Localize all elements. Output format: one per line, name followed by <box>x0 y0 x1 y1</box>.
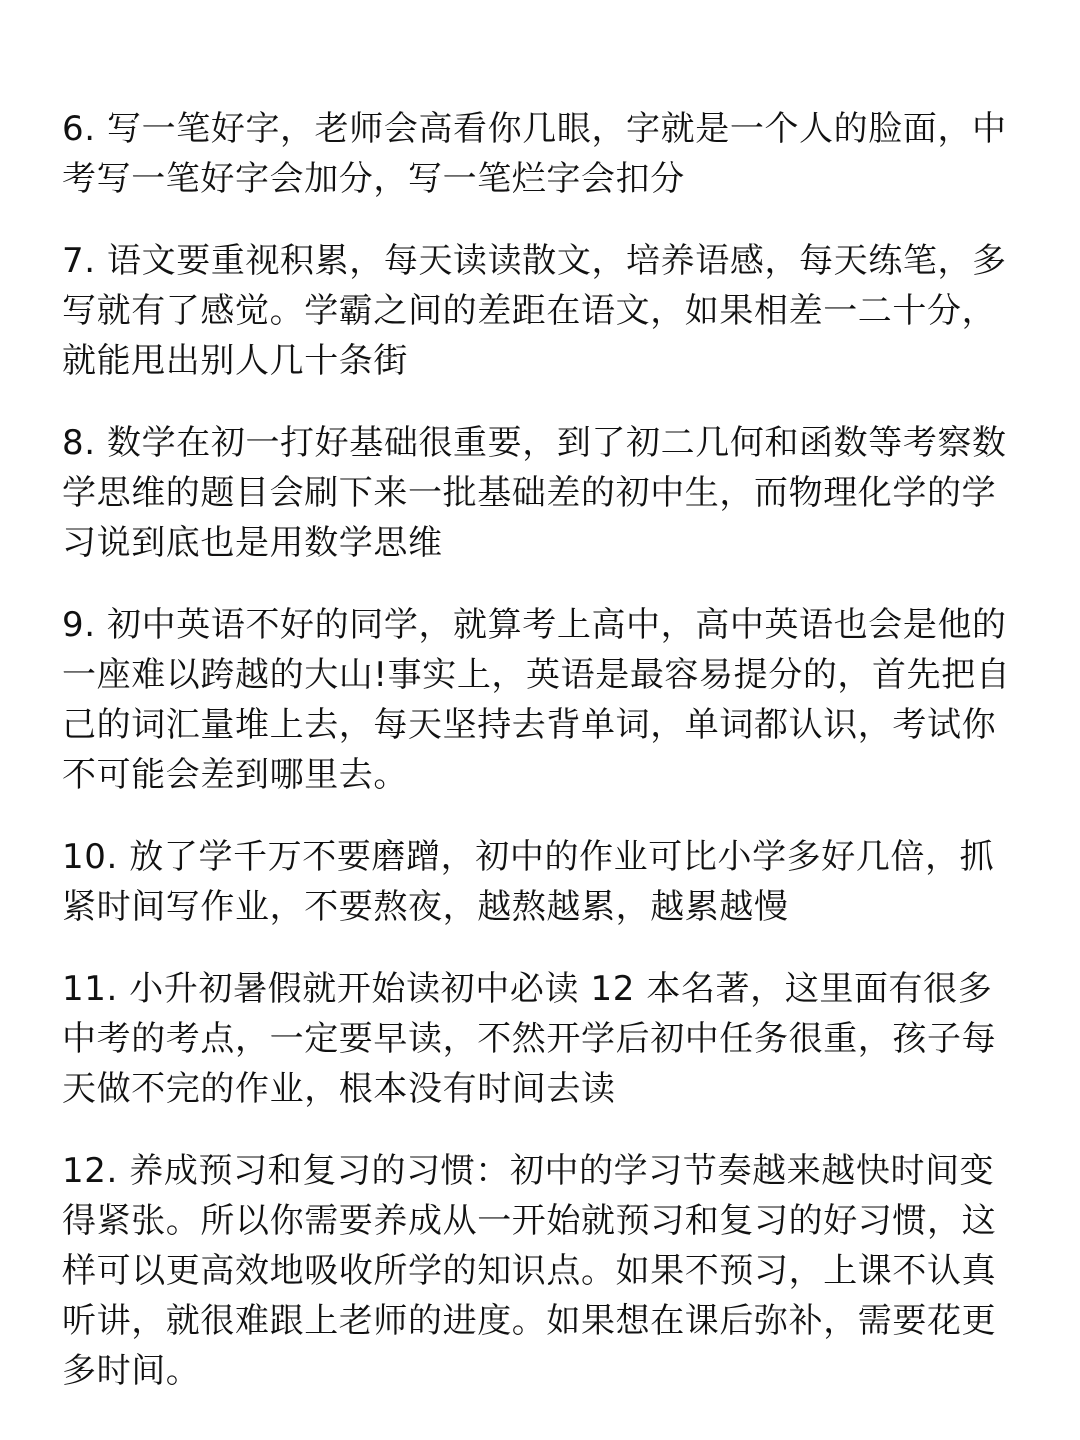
tip-11: 11. 小升初暑假就开始读初中必读 12 本名著，这里面有很多中考的考点，一定要早读，不然开学后初中任务很重，孩子每天做不完的作业，根本没有时间去读 <box>62 969 997 1109</box>
tip-9: 9. 初中英语不好的同学，就算考上高中，高中英语也会是他的一座难以跨越的大山!事实上，英语是最容易提分的，首先把自己的词汇量堆上去，每天坚持去背单词，单词都认识，考试你不可能会差到哪里去。 <box>62 605 1011 795</box>
tip-12: 12. 养成预习和复习的习惯：初中的学习节奏越来越快时间变得紧张。所以你需要养成从一开始就预习和复习的好习惯，这样可以更高效地吸收所学的知识点。如果不预习，上课不认真听讲，就很难跟上老师的进度。如果想在课后弥补，需要花更多时间。 <box>62 1151 997 1391</box>
tips-list <box>62 104 1022 1396</box>
tip-8: 8. 数学在初一打好基础很重要，到了初二几何和函数等考察数学思维的题目会刷下来一批基础差的初中生，而物理化学的学习说到底也是用数学思维 <box>62 423 1007 563</box>
tip-10: 10. 放了学千万不要磨蹭，初中的作业可比小学多好几倍，抓紧时间写作业，不要熬夜，越熬越累，越累越慢 <box>62 837 995 927</box>
tip-7: 7. 语文要重视积累，每天读读散文，培养语感，每天练笔，多写就有了感觉。学霸之间的差距在语文，如果相差一二十分，就能甩出别人几十条街 <box>62 241 1007 381</box>
tip-6: 6. 写一笔好字，老师会高看你几眼，字就是一个人的脸面，中考写一笔好字会加分，写一笔烂字会扣分 <box>62 109 1007 199</box>
